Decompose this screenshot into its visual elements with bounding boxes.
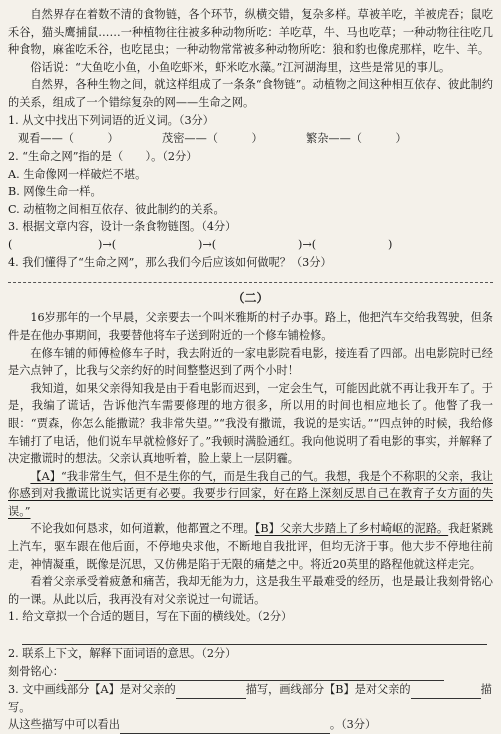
food-chain-blanks[interactable] <box>8 236 493 254</box>
answer-blank[interactable] <box>176 686 246 699</box>
underlined-part-a: 【A】“我非常生气，但不是生你的气，而是生我自己的气。我想，我是个不称职的父亲，我让你感到对我撒谎比说实话更有必要。我要步行回家，好在路上深刻反思自己在教育子女方面的失误。” <box>8 469 493 518</box>
question-line <box>8 681 493 716</box>
question-title: 2. “生命之网”指的是（ ）。（2分） <box>8 149 198 163</box>
synonym-pair[interactable]: 繁杂——（ ） <box>306 131 407 145</box>
question-title: 3. 根据文章内容，设计一条食物链图。（4分） <box>8 220 237 234</box>
passage1-question-3 <box>8 218 493 254</box>
question-text: 3. 文中画线部分【A】是对父亲的 <box>8 683 176 697</box>
question-text: 。（3分） <box>329 718 377 732</box>
synonym-pair[interactable]: 茂密——（ ） <box>162 131 263 145</box>
section-divider <box>8 282 493 283</box>
passage-2 <box>8 289 493 608</box>
chain-segment: )→( <box>98 238 117 252</box>
question-text: 从这些描写中可以看出 <box>8 718 120 732</box>
passage2-question-2 <box>8 645 493 681</box>
paragraph-b-post: 我赶紧跳上汽车，驱车跟在他后面，不停地央求他，不断地自我批评，但均无济于事。他大步不停地往前走，神情凝重，既像是沉思，又仿佛是陷于无限的痛楚之中。将近20英里的路程他就这样走完。 <box>8 522 493 571</box>
passage2-question-1 <box>8 608 493 645</box>
section-title: （二） <box>232 291 269 306</box>
question-line <box>8 716 493 734</box>
passage2-paragraph-2: 在修车铺的师傅检修车子时，我去附近的一家电影院看电影，接连看了四部。出电影院时已经是六点钟了，比我与父亲约好的时间整整迟到了两个小时！ <box>8 346 493 378</box>
answer-blank[interactable] <box>64 668 444 681</box>
passage1-paragraph-3: 自然界，各种生物之间，就这样组成了一条条“食物链”。动植物之间这种相互依存、彼此制约的关系，组成了一个错综复杂的网——生命之网。 <box>8 78 493 109</box>
option-a[interactable]: A. 生命像网一样破烂不堪。 <box>8 167 147 181</box>
question-title: 2. 联系上下文，解释下面词语的意思。（2分） <box>8 647 237 661</box>
passage1-question-1 <box>8 112 493 148</box>
passage2-question-3 <box>8 681 493 734</box>
question-text: 描写，画线部分【B】是对父亲的 <box>245 683 411 697</box>
chain-segment: ) <box>388 238 393 252</box>
paragraph-b-pre: 不论我如何恳求，如何道歉，他都置之不理。 <box>30 522 255 536</box>
passage2-paragraph-1: 16岁那年的一个早晨，父亲要去一个叫米雅斯的村子办事。路上，他把汽车交给我驾驶，但条件是在他办事期间，我要替他将车子送到附近的一个修车铺检修。 <box>8 311 493 342</box>
passage1-question-4 <box>8 254 493 272</box>
answer-line[interactable] <box>22 626 487 645</box>
question-title: 4. 我们懂得了“生命之网”，那么我们今后应该如何做呢？（3分） <box>8 256 332 270</box>
chain-segment: ( <box>8 238 13 252</box>
answer-blank[interactable] <box>120 721 330 734</box>
option-b[interactable]: B. 网像生命一样。 <box>8 185 102 199</box>
chain-segment: )→( <box>298 238 317 252</box>
passage-1 <box>8 6 493 112</box>
question-text: 描写。 <box>8 683 492 714</box>
passage1-paragraph-2: 俗话说：“大鱼吃小鱼，小鱼吃虾米，虾米吃水藻。”江河湖海里，这些是常见的事儿。 <box>30 60 451 74</box>
passage1-question-2 <box>8 148 493 219</box>
passage2-paragraph-a <box>8 468 493 521</box>
synonym-pair[interactable]: 观看——（ ） <box>18 131 119 145</box>
passage2-paragraph-b <box>8 520 493 573</box>
passage2-paragraph-3: 我知道，如果父亲得知我是由于看电影而迟到，一定会生气，可能因此就不再让我开车了。于是，我编了谎话，告诉他汽车需要修理的地方很多，所以用的时间也相应地长了。他瞥了我一眼：“贾森，你怎么能撒谎？我非常失望。”“我没有撒谎，我说的是实话。”“四点钟的时候，我给修车铺打了电话，他们说车早就检修好了。”我顿时满脸通红。我向他说明了看电影的事实，并解释了决定撒谎时的想法。父亲认真地听着，脸上蒙上一层阴霾。 <box>8 381 493 466</box>
term-line <box>8 663 493 681</box>
passage1-paragraph-1: 自然界存在着数不清的食物链，各个环节，纵横交错，复杂多样。草被羊吃，羊被虎吞；鼠吃禾谷，猫头鹰捕鼠……一种植物往往被多种动物所吃：羊吃草，牛、马也吃草；一种动物往往吃几种食物，麻雀吃禾谷，也吃昆虫；一种动物常常被多种动物所吃：狼和豹也像虎那样，吃牛、羊。 <box>8 8 493 57</box>
passage2-paragraph-last: 看着父亲承受着疲惫和痛苦，我却无能为力，这是我生平最难受的经历，也是最让我刻骨铭心的一课。从此以后，我再没有对父亲说过一句谎话。 <box>8 575 493 606</box>
answer-blank[interactable] <box>411 686 481 699</box>
synonym-pairs <box>8 130 493 148</box>
underlined-part-b: 【B】父亲大步踏上了乡村崎岖的泥路。 <box>254 522 449 536</box>
option-c[interactable]: C. 动植物之间相互依存、彼此制约的关系。 <box>8 202 225 216</box>
question-title: 1. 给文章拟一个合适的题目，写在下面的横线处。（2分） <box>8 610 293 624</box>
question-title: 1. 从文中找出下列词语的近义词。（3分） <box>8 113 214 127</box>
term-label: 刻骨铭心： <box>8 665 64 679</box>
chain-segment: )→( <box>198 238 217 252</box>
